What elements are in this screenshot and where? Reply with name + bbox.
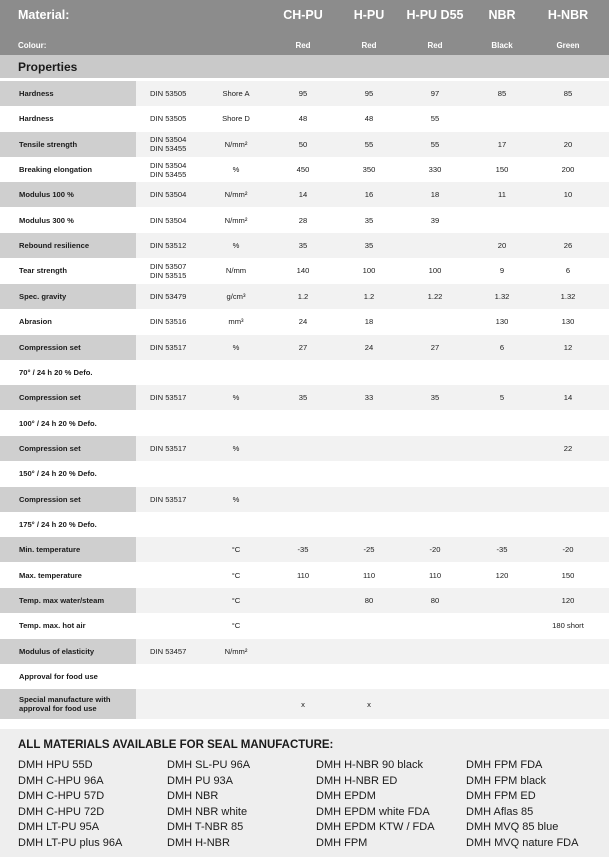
value-cell: -35	[496, 545, 508, 555]
din-standard	[150, 157, 186, 182]
din-code: DIN 53517	[150, 393, 187, 403]
value-cell: 35	[364, 241, 374, 251]
unit: N/mm	[225, 266, 247, 276]
value-cell	[533, 512, 603, 537]
value-cell: 20	[497, 241, 507, 251]
value-cell	[467, 208, 537, 233]
value-cell	[467, 106, 537, 131]
table-row	[0, 563, 609, 588]
din-standard	[150, 309, 186, 334]
property-name: Breaking elongation	[0, 157, 136, 182]
din-code: DIN 53512	[150, 241, 187, 251]
value-cell: 1.32	[560, 291, 576, 301]
din-code: DIN 53504	[150, 215, 187, 225]
property-name: 175° / 24 h 20 % Defo.	[0, 512, 136, 537]
value-cell: 27	[430, 342, 440, 352]
colour-label: Colour:	[18, 41, 47, 50]
value-cell: 24	[298, 317, 308, 327]
value-cell: 200	[561, 165, 575, 175]
value-cell	[334, 487, 404, 512]
table-row	[0, 613, 609, 638]
value-cell	[400, 639, 470, 664]
din-standard	[150, 639, 186, 664]
din-code: DIN 53516	[150, 317, 187, 327]
value-cell: 6	[499, 342, 505, 352]
value-cell: 39	[430, 215, 440, 225]
material-item: DMH H-NBR ED	[316, 774, 398, 787]
property-name: Modulus 100 %	[0, 182, 136, 207]
property-name: Compression set	[0, 385, 136, 410]
value-cell: 80	[430, 596, 440, 605]
value-cell: 48	[364, 114, 374, 124]
value-cell	[334, 664, 404, 689]
value-cell	[467, 512, 537, 537]
unit: N/mm²	[224, 646, 248, 656]
value-cell	[400, 613, 470, 638]
material-item: DMH FPM ED	[466, 790, 536, 802]
unit: g/cm³	[226, 291, 246, 301]
material-item: DMH NBR	[167, 790, 219, 802]
value-cell	[467, 689, 537, 719]
property-name: Abrasion	[0, 309, 136, 334]
unit: N/mm²	[224, 215, 248, 225]
din-standard	[150, 233, 186, 258]
property-name: Rebound resilience	[0, 233, 136, 258]
property-name: Max. temperature	[0, 563, 136, 588]
value-cell	[400, 664, 470, 689]
material-item: DMH EPDM	[316, 790, 376, 802]
value-cell: 150	[495, 165, 509, 175]
value-cell	[268, 639, 338, 664]
material-item: DMH MVQ nature FDA	[466, 836, 579, 849]
value-cell: 55	[430, 139, 440, 149]
value-cell	[400, 461, 470, 486]
table-row	[0, 537, 609, 562]
property-name: Spec. gravity	[0, 284, 136, 309]
table-row	[0, 258, 609, 283]
din-standard	[150, 208, 186, 233]
table-row	[0, 132, 609, 157]
property-name: Modulus 300 %	[0, 208, 136, 233]
value-cell: 140	[296, 266, 310, 276]
value-cell	[533, 106, 603, 131]
value-cell: 80	[364, 596, 374, 605]
table-row	[0, 588, 609, 613]
value-cell: 10	[563, 190, 573, 200]
material-colour: Red	[361, 41, 377, 50]
material-item: DMH LT-PU 95A	[18, 821, 100, 833]
material-name: H-PU	[353, 8, 385, 22]
table-row	[0, 182, 609, 207]
unit: °C	[231, 545, 241, 555]
value-cell	[467, 613, 537, 638]
din-code: DIN 53455	[150, 144, 187, 154]
din-code: DIN 53479	[150, 291, 187, 301]
material-item: DMH PU 93A	[167, 774, 234, 787]
din-code: DIN 53505	[150, 114, 187, 124]
value-cell	[268, 664, 338, 689]
value-cell: 97	[430, 89, 440, 98]
material-item: DMH FPM	[316, 836, 368, 849]
value-cell: -25	[363, 545, 375, 555]
value-cell: 100	[362, 266, 376, 276]
property-name: Compression set	[0, 436, 136, 461]
value-cell: 17	[497, 139, 507, 149]
value-cell: 110	[428, 570, 442, 580]
value-cell: 55	[430, 114, 440, 124]
din-standard	[150, 335, 186, 360]
table-header	[0, 0, 609, 55]
material-item: DMH FPM FDA	[466, 759, 543, 771]
property-name: Compression set	[0, 335, 136, 360]
properties-title: Properties	[18, 60, 78, 74]
unit: °C	[231, 621, 241, 631]
value-cell: 95	[298, 89, 308, 98]
value-cell	[467, 436, 537, 461]
din-standard	[150, 385, 186, 410]
material-colour: Black	[491, 41, 513, 50]
din-standard	[150, 487, 186, 512]
unit: mm³	[228, 317, 244, 327]
value-cell	[467, 588, 537, 613]
value-cell: 6	[565, 266, 571, 276]
value-cell	[533, 461, 603, 486]
material-item: DMH EPDM KTW / FDA	[316, 821, 435, 833]
din-code: DIN 53517	[150, 494, 187, 504]
value-cell: 14	[563, 393, 573, 403]
table-row	[0, 208, 609, 233]
value-cell: 9	[499, 266, 505, 276]
materials-column	[466, 758, 578, 851]
table-row	[0, 360, 609, 385]
value-cell	[533, 208, 603, 233]
value-cell	[400, 360, 470, 385]
table-row	[0, 385, 609, 410]
table-row	[0, 284, 609, 309]
material-item: DMH T-NBR 85	[167, 821, 244, 833]
properties-section-bar	[0, 55, 609, 78]
table-row	[0, 411, 609, 436]
unit: Shore D	[222, 114, 250, 124]
material-item: DMH Aflas 85	[466, 805, 534, 818]
value-cell: 110	[296, 570, 310, 580]
unit	[206, 461, 266, 486]
property-name: Approval for food use	[0, 664, 136, 689]
material-item: DMH NBR white	[167, 805, 248, 818]
value-cell	[400, 233, 470, 258]
value-cell	[467, 411, 537, 436]
value-cell	[334, 512, 404, 537]
materials-column	[18, 758, 122, 851]
value-cell: 350	[362, 165, 376, 175]
property-name: Tensile strength	[0, 132, 136, 157]
unit: %	[232, 443, 240, 453]
property-name: 150° / 24 h 20 % Defo.	[0, 461, 136, 486]
value-cell: -20	[562, 545, 574, 555]
unit	[206, 411, 266, 436]
value-cell: 100	[428, 266, 442, 276]
value-cell	[400, 512, 470, 537]
value-cell: 85	[497, 89, 507, 98]
value-cell	[467, 360, 537, 385]
table-row	[0, 512, 609, 537]
value-cell: 18	[430, 190, 440, 200]
value-cell	[334, 436, 404, 461]
value-cell: 35	[298, 241, 308, 251]
unit: Shore A	[222, 89, 250, 98]
value-cell	[533, 689, 603, 719]
value-cell: 130	[495, 317, 509, 327]
value-cell	[334, 613, 404, 638]
value-cell	[334, 461, 404, 486]
value-cell	[533, 487, 603, 512]
value-cell: 26	[563, 241, 573, 251]
unit	[206, 689, 266, 719]
value-cell: 20	[563, 139, 573, 149]
din-code: DIN 53507	[150, 261, 187, 271]
property-name: Modulus of elasticity	[0, 639, 136, 664]
value-cell: 11	[498, 190, 506, 200]
value-cell: 12	[563, 342, 573, 352]
unit: %	[232, 393, 240, 403]
value-cell: x	[367, 699, 371, 709]
table-row	[0, 157, 609, 182]
value-cell	[268, 411, 338, 436]
value-cell: 5	[499, 393, 505, 403]
value-cell	[268, 512, 338, 537]
unit	[206, 664, 266, 689]
property-name: Temp. max water/steam	[0, 588, 136, 613]
din-code: DIN 53504	[150, 190, 187, 200]
table-row	[0, 309, 609, 334]
value-cell	[467, 664, 537, 689]
value-cell: x	[301, 699, 305, 709]
value-cell	[467, 461, 537, 486]
din-standard	[150, 258, 186, 283]
material-item: DMH MVQ 85 blue	[466, 821, 559, 833]
value-cell: 18	[364, 317, 374, 327]
materials-column	[316, 758, 435, 851]
property-name: Special manufacture with approval for food use	[0, 689, 136, 719]
value-cell: 110	[362, 570, 376, 580]
table-row	[0, 664, 609, 689]
property-name: 70° / 24 h 20 % Defo.	[0, 360, 136, 385]
available-materials-title: ALL MATERIALS AVAILABLE FOR SEAL MANUFACTURE:	[18, 739, 334, 751]
material-item: DMH H-NBR	[167, 836, 230, 849]
value-cell	[533, 639, 603, 664]
din-code: DIN 53515	[150, 270, 187, 280]
din-code: DIN 53517	[150, 443, 187, 453]
value-cell	[400, 309, 470, 334]
table-row	[0, 461, 609, 486]
value-cell: 22	[563, 443, 573, 453]
material-item: DMH C-HPU 57D	[18, 790, 105, 802]
value-cell: 1.2	[297, 291, 309, 301]
property-name: Tear strength	[0, 258, 136, 283]
material-colour: Red	[295, 41, 311, 50]
value-cell: 28	[298, 215, 308, 225]
table-row	[0, 335, 609, 360]
din-code: DIN 53505	[150, 89, 187, 98]
value-cell: 35	[430, 393, 440, 403]
value-cell	[268, 588, 338, 613]
material-item: DMH EPDM white FDA	[316, 805, 430, 818]
property-name: Hardness	[0, 81, 136, 106]
value-cell: 120	[495, 570, 509, 580]
unit: %	[232, 494, 240, 504]
material-item: DMH C-HPU 72D	[18, 805, 105, 818]
value-cell: 14	[298, 190, 308, 200]
material-item: DMH HPU 55D	[18, 759, 93, 771]
value-cell	[334, 411, 404, 436]
value-cell	[533, 411, 603, 436]
value-cell: 85	[563, 89, 573, 98]
value-cell	[268, 360, 338, 385]
unit: °C	[231, 596, 241, 605]
unit	[206, 512, 266, 537]
din-code: DIN 53455	[150, 169, 187, 179]
value-cell	[533, 664, 603, 689]
table-row	[0, 487, 609, 512]
material-name: NBR	[488, 8, 516, 22]
value-cell	[400, 411, 470, 436]
din-standard	[150, 182, 186, 207]
din-standard	[150, 81, 186, 106]
unit: N/mm²	[224, 190, 248, 200]
din-standard	[150, 436, 186, 461]
din-code: DIN 53517	[150, 342, 187, 352]
value-cell: 33	[364, 393, 374, 403]
value-cell: 130	[561, 317, 575, 327]
material-item: DMH LT-PU plus 96A	[18, 836, 123, 849]
value-cell: 180 short	[552, 621, 584, 631]
value-cell: 1.32	[494, 291, 510, 301]
value-cell	[334, 360, 404, 385]
unit: N/mm²	[224, 139, 248, 149]
unit: %	[232, 241, 240, 251]
value-cell	[467, 639, 537, 664]
value-cell: 120	[561, 596, 575, 605]
property-name: Temp. max. hot air	[0, 613, 136, 638]
value-cell: -35	[297, 545, 309, 555]
unit: %	[232, 165, 240, 175]
value-cell	[400, 487, 470, 512]
table-row	[0, 233, 609, 258]
din-code: DIN 53504	[150, 135, 187, 145]
value-cell: 150	[561, 570, 575, 580]
value-cell	[400, 689, 470, 719]
din-standard	[150, 284, 186, 309]
value-cell	[268, 487, 338, 512]
property-name: Compression set	[0, 487, 136, 512]
value-cell: 48	[298, 114, 308, 124]
material-label: Material:	[18, 8, 70, 22]
din-standard	[150, 132, 186, 157]
material-colour: Green	[556, 41, 580, 50]
unit: °C	[231, 570, 241, 580]
value-cell	[467, 487, 537, 512]
value-cell	[268, 436, 338, 461]
din-code: DIN 53457	[150, 646, 187, 656]
property-name: Min. temperature	[0, 537, 136, 562]
value-cell: 50	[298, 139, 308, 149]
value-cell: 27	[298, 342, 308, 352]
table-row	[0, 81, 609, 106]
value-cell	[268, 461, 338, 486]
value-cell	[334, 639, 404, 664]
value-cell: 95	[364, 89, 374, 98]
value-cell	[533, 360, 603, 385]
value-cell: 1.2	[363, 291, 375, 301]
table-row	[0, 639, 609, 664]
value-cell: 55	[364, 139, 374, 149]
value-cell: 35	[298, 393, 308, 403]
table-row	[0, 689, 609, 719]
value-cell	[268, 613, 338, 638]
material-name: H-PU D55	[406, 8, 464, 22]
material-item: DMH H-NBR 90 black	[316, 759, 423, 771]
value-cell	[400, 436, 470, 461]
value-cell: 450	[296, 165, 310, 175]
materials-column	[167, 758, 250, 851]
unit: %	[232, 342, 240, 352]
table-row	[0, 436, 609, 461]
din-code: DIN 53504	[150, 160, 187, 170]
material-item: DMH FPM black	[466, 774, 547, 787]
value-cell: 330	[428, 165, 442, 175]
din-standard	[150, 106, 186, 131]
material-item: DMH C-HPU 96A	[18, 774, 104, 787]
material-name: CH-PU	[283, 8, 323, 22]
property-name: 100° / 24 h 20 % Defo.	[0, 411, 136, 436]
table-row	[0, 106, 609, 131]
material-name: H-NBR	[547, 8, 589, 22]
material-colour: Red	[427, 41, 443, 50]
value-cell: -20	[429, 545, 441, 555]
value-cell: 1.22	[427, 291, 443, 301]
value-cell: 24	[364, 342, 374, 352]
available-materials-panel	[0, 729, 609, 857]
property-name: Hardness	[0, 106, 136, 131]
value-cell: 35	[364, 215, 374, 225]
unit	[206, 360, 266, 385]
value-cell: 16	[364, 190, 374, 200]
material-item: DMH SL-PU 96A	[167, 759, 251, 771]
